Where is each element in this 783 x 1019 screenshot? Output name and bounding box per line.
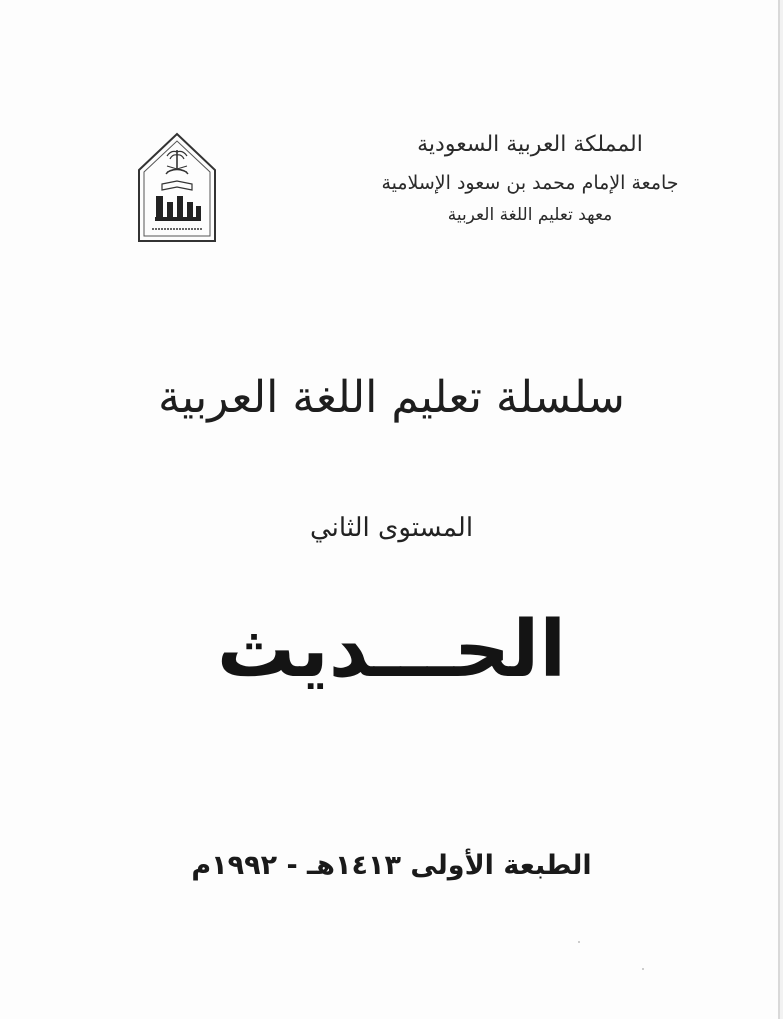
university-emblem-icon	[136, 132, 218, 244]
level-label: المستوى الثاني	[309, 513, 474, 543]
scan-speck	[642, 968, 644, 970]
kingdom-name: المملكة العربية السعودية	[417, 132, 643, 157]
scan-speck	[578, 941, 580, 943]
subject-title: الحـــديث	[216, 605, 567, 695]
series-title: سلسلة تعليم اللغة العربية	[158, 372, 625, 423]
edition-line: الطبعة الأولى ١٤١٣هـ - ١٩٩٢م	[191, 850, 592, 881]
institution-header	[380, 128, 680, 224]
university-name: جامعة الإمام محمد بن سعود الإسلامية	[381, 172, 679, 194]
institute-name: معهد تعليم اللغة العربية	[447, 205, 613, 225]
